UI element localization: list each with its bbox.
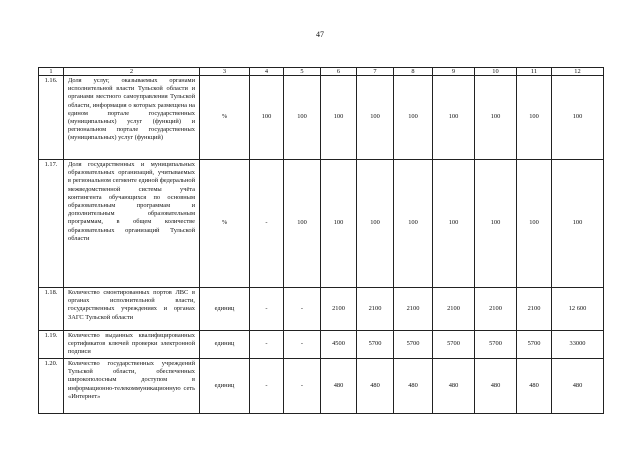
value-cell: 2100: [394, 288, 433, 331]
header-cell: 3: [200, 68, 250, 76]
value-cell: 100: [394, 76, 433, 160]
header-cell: 5: [284, 68, 321, 76]
value-cell: 2100: [321, 288, 357, 331]
indicator-description-cell: Количество государственных учреждений Тульской области, обеспеченных широкополосным доступом в информационно-телекоммуникационную сеть «Интернет»: [64, 359, 200, 414]
table-row: [39, 331, 604, 359]
value-cell: 480: [433, 359, 475, 414]
unit-cell: единиц: [200, 331, 250, 359]
row-number-cell: 1.17.: [39, 160, 64, 288]
value-cell: 5700: [394, 331, 433, 359]
header-cell: 7: [357, 68, 394, 76]
value-cell: 480: [475, 359, 517, 414]
unit-cell: %: [200, 76, 250, 160]
value-cell: 2100: [517, 288, 552, 331]
value-cell: 480: [357, 359, 394, 414]
value-cell: 100: [552, 160, 604, 288]
indicator-description-cell: Доля государственных и муниципальных образовательных организаций, учитываемых в региональном сегменте единой федеральной межведомственной системы учёта контингента обучающихся по основным образовательным программам и дополнительным образовательным программам, в общем количестве образовательных организаций Тульской области: [64, 160, 200, 288]
page-number: 47: [316, 30, 324, 39]
row-number-cell: 1.20.: [39, 359, 64, 414]
value-cell: 100: [475, 160, 517, 288]
value-cell: 100: [475, 76, 517, 160]
value-cell: 480: [517, 359, 552, 414]
header-cell: 10: [475, 68, 517, 76]
table-row: [39, 359, 604, 414]
value-cell: 100: [250, 76, 284, 160]
value-cell: 2100: [357, 288, 394, 331]
row-number-cell: 1.19.: [39, 331, 64, 359]
value-cell: 2100: [475, 288, 517, 331]
value-cell: -: [250, 160, 284, 288]
indicator-description-cell: Количество выданных квалифицированных сертификатов ключей проверки электронной подписи: [64, 331, 200, 359]
table-header-row: [39, 68, 604, 76]
row-number-cell: 1.18.: [39, 288, 64, 331]
value-cell: -: [250, 331, 284, 359]
header-cell: 11: [517, 68, 552, 76]
value-cell: 5700: [433, 331, 475, 359]
header-cell: 2: [64, 68, 200, 76]
value-cell: 480: [321, 359, 357, 414]
unit-cell: %: [200, 160, 250, 288]
value-cell: 100: [284, 76, 321, 160]
header-cell: 1: [39, 68, 64, 76]
table-row: [39, 160, 604, 288]
header-cell: 12: [552, 68, 604, 76]
table-row: [39, 288, 604, 331]
value-cell: 5700: [357, 331, 394, 359]
value-cell: 100: [394, 160, 433, 288]
value-cell: 100: [357, 160, 394, 288]
header-cell: 8: [394, 68, 433, 76]
table-row: [39, 76, 604, 160]
header-cell: 6: [321, 68, 357, 76]
value-cell: -: [284, 288, 321, 331]
value-cell: -: [250, 288, 284, 331]
value-cell: 33000: [552, 331, 604, 359]
value-cell: 12 600: [552, 288, 604, 331]
unit-cell: единиц: [200, 288, 250, 331]
value-cell: 100: [552, 76, 604, 160]
unit-cell: единиц: [200, 359, 250, 414]
header-cell: 4: [250, 68, 284, 76]
value-cell: 100: [433, 76, 475, 160]
value-cell: 100: [284, 160, 321, 288]
indicators-table: [38, 67, 604, 414]
indicator-description-cell: Доля услуг, оказываемых органами исполнительной власти Тульской области и органами местного самоуправления Тульской области, информация о которых размещена на едином портале государственных (муниципальных) услуг (функций) и региональном портале государственных (муниципальных) услуг (функций): [64, 76, 200, 160]
value-cell: 480: [394, 359, 433, 414]
value-cell: 5700: [517, 331, 552, 359]
value-cell: 2100: [433, 288, 475, 331]
value-cell: 100: [321, 76, 357, 160]
value-cell: 100: [321, 160, 357, 288]
value-cell: 100: [517, 76, 552, 160]
indicator-description-cell: Количество смонтированных портов ЛВС в органах исполнительной власти, государственных учреждениях и органах ЗАГС Тульской области: [64, 288, 200, 331]
row-number-cell: 1.16.: [39, 76, 64, 160]
value-cell: 100: [517, 160, 552, 288]
value-cell: -: [250, 359, 284, 414]
header-cell: 9: [433, 68, 475, 76]
value-cell: 4500: [321, 331, 357, 359]
value-cell: 100: [433, 160, 475, 288]
value-cell: -: [284, 359, 321, 414]
value-cell: 5700: [475, 331, 517, 359]
value-cell: 100: [357, 76, 394, 160]
value-cell: -: [284, 331, 321, 359]
value-cell: 480: [552, 359, 604, 414]
